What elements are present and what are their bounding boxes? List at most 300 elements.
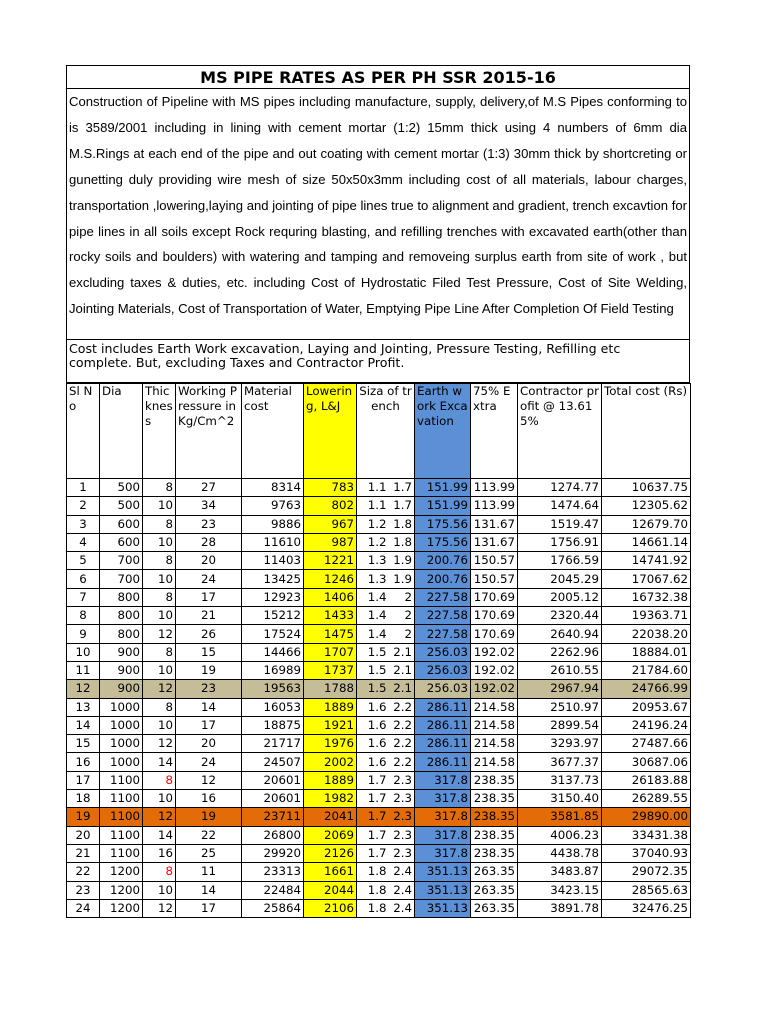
cell-trench-depth: 2	[389, 607, 415, 625]
cell-sl: 19	[67, 808, 100, 826]
header-lowering: Lowering, L&J	[304, 384, 357, 479]
table-row	[67, 479, 691, 497]
cell-sl: 13	[67, 698, 100, 716]
cell-trench-depth: 2.1	[389, 680, 415, 698]
cell-trench-width: 1.5	[357, 661, 389, 679]
cost-note: Cost includes Earth Work excavation, Laying and Jointing, Pressure Testing, Refilling etc complete. But, excluding Taxes and Contractor Profit.	[66, 339, 690, 383]
cell-thickness: 10	[143, 497, 176, 515]
table-row	[67, 625, 691, 643]
header-sl: Sl No	[67, 384, 100, 479]
cell-trench-depth: 2	[389, 588, 415, 606]
rates-table	[66, 383, 691, 918]
cell-trench-width: 1.5	[357, 643, 389, 661]
cell-thickness: 12	[143, 735, 176, 753]
cell-dia: 900	[100, 680, 143, 698]
cell-dia: 1200	[100, 881, 143, 899]
cell-lowering: 2106	[304, 899, 357, 917]
cell-pressure: 23	[176, 680, 242, 698]
cell-total: 29072.35	[602, 863, 691, 881]
cell-trench-width: 1.6	[357, 753, 389, 771]
cell-total: 30687.06	[602, 753, 691, 771]
cell-lowering: 1406	[304, 588, 357, 606]
cell-profit: 2262.96	[518, 643, 602, 661]
cell-thickness: 10	[143, 716, 176, 734]
table-row	[67, 661, 691, 679]
cell-thickness: 12	[143, 625, 176, 643]
cell-material: 24507	[242, 753, 304, 771]
cell-material: 17524	[242, 625, 304, 643]
cell-trench-width: 1.7	[357, 826, 389, 844]
cell-trench-depth: 1.8	[389, 515, 415, 533]
cell-pressure: 22	[176, 826, 242, 844]
cell-earth: 200.76	[415, 552, 471, 570]
cell-thickness: 10	[143, 790, 176, 808]
cell-earth: 227.58	[415, 607, 471, 625]
cell-thickness: 8	[143, 643, 176, 661]
cell-extra: 238.35	[471, 844, 518, 862]
cell-material: 23711	[242, 808, 304, 826]
header-pressure: Working Pressure in Kg/Cm^2	[176, 384, 242, 479]
cell-pressure: 14	[176, 698, 242, 716]
cell-profit: 2320.44	[518, 607, 602, 625]
cell-trench-width: 1.4	[357, 625, 389, 643]
cell-sl: 22	[67, 863, 100, 881]
cell-sl: 10	[67, 643, 100, 661]
cell-material: 26800	[242, 826, 304, 844]
cell-profit: 3293.97	[518, 735, 602, 753]
cell-extra: 192.02	[471, 661, 518, 679]
cell-dia: 800	[100, 607, 143, 625]
cell-sl: 5	[67, 552, 100, 570]
table-row	[67, 570, 691, 588]
cell-total: 19363.71	[602, 607, 691, 625]
cell-lowering: 1889	[304, 698, 357, 716]
cell-trench-width: 1.6	[357, 735, 389, 753]
cell-trench-width: 1.3	[357, 552, 389, 570]
cell-earth: 151.99	[415, 479, 471, 497]
cell-sl: 21	[67, 844, 100, 862]
cell-total: 22038.20	[602, 625, 691, 643]
table-row	[67, 716, 691, 734]
cell-sl: 4	[67, 533, 100, 551]
cell-material: 8314	[242, 479, 304, 497]
cell-trench-depth: 2.4	[389, 881, 415, 899]
cell-extra: 150.57	[471, 552, 518, 570]
cell-thickness: 10	[143, 607, 176, 625]
cell-trench-width: 1.4	[357, 588, 389, 606]
cell-sl: 8	[67, 607, 100, 625]
cell-lowering: 1707	[304, 643, 357, 661]
header-total: Total cost (Rs)	[602, 384, 691, 479]
cell-dia: 1000	[100, 698, 143, 716]
cell-trench-depth: 1.7	[389, 479, 415, 497]
cell-thickness: 8	[143, 698, 176, 716]
cell-material: 23313	[242, 863, 304, 881]
cell-dia: 1200	[100, 899, 143, 917]
cell-dia: 1000	[100, 735, 143, 753]
cell-lowering: 2126	[304, 844, 357, 862]
cell-sl: 7	[67, 588, 100, 606]
cell-pressure: 24	[176, 570, 242, 588]
table-row	[67, 899, 691, 917]
table-row	[67, 844, 691, 862]
cell-earth: 256.03	[415, 661, 471, 679]
cell-trench-width: 1.2	[357, 515, 389, 533]
cell-earth: 200.76	[415, 570, 471, 588]
cell-trench-depth: 2.2	[389, 753, 415, 771]
cell-earth: 317.8	[415, 808, 471, 826]
cell-profit: 1474.64	[518, 497, 602, 515]
cell-trench-depth: 2.1	[389, 661, 415, 679]
cell-extra: 238.35	[471, 826, 518, 844]
cell-total: 33431.38	[602, 826, 691, 844]
cell-total: 14661.14	[602, 533, 691, 551]
cell-total: 17067.62	[602, 570, 691, 588]
table-header-row	[67, 384, 691, 479]
cell-trench-depth: 1.8	[389, 533, 415, 551]
cell-sl: 17	[67, 771, 100, 789]
table-row	[67, 607, 691, 625]
cell-trench-depth: 1.9	[389, 552, 415, 570]
table-row	[67, 497, 691, 515]
table-row	[67, 552, 691, 570]
cell-earth: 317.8	[415, 771, 471, 789]
work-description: Construction of Pipeline with MS pipes including manufacture, supply, delivery,of M.S Pipes conforming to is 3589/2001 including in lining with cement mortar (1:2) 15mm thick using 4 numbers of 6mm dia M.S.Rings at each end of the pipe and out coating with cement mortar (1:3) 30mm thick by shortcreting or gunetting duly providing wire mesh of size 50x50x3mm including cost of all materials, labour charges, transportation ,lowering,laying and jointing of pipe lines true to alignment and gradient, trench excavtion for pipe lines in all soils except Rock requring blasting, and refilling trenches with excavated earth(other than rocky soils and boulders) with watering and tamping and removeing surplus earth from site of work , but excluding taxes & duties, etc. including Cost of Hydrostatic Filed Test Pressure, Cost of Site Welding, Jointing Materials, Cost of Transportation of Water, Emptying Pipe Line After Completion Of Field Testing	[66, 89, 690, 339]
cell-material: 25864	[242, 899, 304, 917]
cell-pressure: 24	[176, 753, 242, 771]
cell-profit: 2967.94	[518, 680, 602, 698]
cell-extra: 131.67	[471, 515, 518, 533]
cell-lowering: 802	[304, 497, 357, 515]
cell-lowering: 1982	[304, 790, 357, 808]
cell-profit: 2045.29	[518, 570, 602, 588]
cell-sl: 14	[67, 716, 100, 734]
cell-earth: 256.03	[415, 643, 471, 661]
cell-lowering: 783	[304, 479, 357, 497]
cell-lowering: 1433	[304, 607, 357, 625]
cell-lowering: 1475	[304, 625, 357, 643]
cell-extra: 238.35	[471, 790, 518, 808]
cell-material: 11610	[242, 533, 304, 551]
cell-pressure: 12	[176, 771, 242, 789]
table-row	[67, 753, 691, 771]
cell-pressure: 28	[176, 533, 242, 551]
cell-trench-width: 1.2	[357, 533, 389, 551]
cell-trench-depth: 2.3	[389, 790, 415, 808]
cell-extra: 214.58	[471, 735, 518, 753]
cell-dia: 500	[100, 479, 143, 497]
cell-trench-depth: 2.3	[389, 826, 415, 844]
cell-earth: 227.58	[415, 625, 471, 643]
cell-trench-depth: 2.2	[389, 698, 415, 716]
cell-pressure: 27	[176, 479, 242, 497]
cell-profit: 3150.40	[518, 790, 602, 808]
cell-pressure: 17	[176, 899, 242, 917]
cell-material: 13425	[242, 570, 304, 588]
cell-trench-depth: 2.3	[389, 771, 415, 789]
cell-thickness: 12	[143, 808, 176, 826]
cell-trench-width: 1.8	[357, 899, 389, 917]
cell-dia: 1100	[100, 844, 143, 862]
cell-thickness: 14	[143, 826, 176, 844]
cell-thickness: 8	[143, 863, 176, 881]
cell-earth: 286.11	[415, 716, 471, 734]
table-row	[67, 771, 691, 789]
cell-extra: 150.57	[471, 570, 518, 588]
header-earth: Earth work Excavation	[415, 384, 471, 479]
cell-earth: 351.13	[415, 881, 471, 899]
cell-pressure: 23	[176, 515, 242, 533]
header-profit: Contractor profit @ 13.615%	[518, 384, 602, 479]
cell-profit: 2610.55	[518, 661, 602, 679]
cell-lowering: 967	[304, 515, 357, 533]
cell-lowering: 2041	[304, 808, 357, 826]
cell-total: 24766.99	[602, 680, 691, 698]
cell-trench-depth: 1.9	[389, 570, 415, 588]
cell-earth: 317.8	[415, 790, 471, 808]
cell-trench-depth: 2.2	[389, 716, 415, 734]
cell-material: 9886	[242, 515, 304, 533]
cell-thickness: 12	[143, 680, 176, 698]
cell-dia: 1200	[100, 863, 143, 881]
cell-trench-width: 1.6	[357, 698, 389, 716]
cell-extra: 170.69	[471, 607, 518, 625]
cell-total: 18884.01	[602, 643, 691, 661]
cell-profit: 3677.37	[518, 753, 602, 771]
cell-thickness: 8	[143, 588, 176, 606]
cell-material: 12923	[242, 588, 304, 606]
cell-total: 10637.75	[602, 479, 691, 497]
cell-thickness: 8	[143, 552, 176, 570]
cell-earth: 286.11	[415, 753, 471, 771]
table-row	[67, 515, 691, 533]
cell-trench-width: 1.3	[357, 570, 389, 588]
table-row	[67, 735, 691, 753]
cell-pressure: 19	[176, 661, 242, 679]
cell-pressure: 11	[176, 863, 242, 881]
cell-earth: 227.58	[415, 588, 471, 606]
cell-trench-depth: 2.1	[389, 643, 415, 661]
cell-lowering: 1921	[304, 716, 357, 734]
cell-dia: 1100	[100, 826, 143, 844]
cell-thickness: 10	[143, 881, 176, 899]
cell-thickness: 10	[143, 570, 176, 588]
cell-material: 20601	[242, 790, 304, 808]
cell-profit: 1274.77	[518, 479, 602, 497]
cell-pressure: 25	[176, 844, 242, 862]
cell-dia: 800	[100, 588, 143, 606]
table-row	[67, 826, 691, 844]
cell-profit: 2510.97	[518, 698, 602, 716]
cell-pressure: 19	[176, 808, 242, 826]
cell-earth: 351.13	[415, 863, 471, 881]
cell-total: 37040.93	[602, 844, 691, 862]
cell-lowering: 1788	[304, 680, 357, 698]
table-row	[67, 881, 691, 899]
cell-total: 24196.24	[602, 716, 691, 734]
cell-profit: 3423.15	[518, 881, 602, 899]
cell-trench-width: 1.4	[357, 607, 389, 625]
cell-material: 14466	[242, 643, 304, 661]
cell-material: 18875	[242, 716, 304, 734]
cell-dia: 500	[100, 497, 143, 515]
cell-trench-depth: 1.7	[389, 497, 415, 515]
page-title: MS PIPE RATES AS PER PH SSR 2015-16	[66, 65, 690, 89]
cell-pressure: 20	[176, 735, 242, 753]
cell-thickness: 16	[143, 844, 176, 862]
cell-profit: 2005.12	[518, 588, 602, 606]
cell-thickness: 10	[143, 661, 176, 679]
cell-extra: 170.69	[471, 588, 518, 606]
cell-trench-depth: 2.3	[389, 844, 415, 862]
cell-material: 9763	[242, 497, 304, 515]
cell-sl: 24	[67, 899, 100, 917]
cell-extra: 238.35	[471, 771, 518, 789]
cell-dia: 600	[100, 533, 143, 551]
cell-dia: 1100	[100, 790, 143, 808]
cell-lowering: 2069	[304, 826, 357, 844]
cell-total: 20953.67	[602, 698, 691, 716]
cell-sl: 1	[67, 479, 100, 497]
cell-pressure: 17	[176, 588, 242, 606]
cell-total: 27487.66	[602, 735, 691, 753]
cell-extra: 131.67	[471, 533, 518, 551]
cell-profit: 4438.78	[518, 844, 602, 862]
cell-trench-width: 1.7	[357, 808, 389, 826]
cell-profit: 1766.59	[518, 552, 602, 570]
cell-extra: 113.99	[471, 479, 518, 497]
cell-dia: 900	[100, 661, 143, 679]
cell-lowering: 987	[304, 533, 357, 551]
cell-profit: 3483.87	[518, 863, 602, 881]
cell-material: 15212	[242, 607, 304, 625]
cell-sl: 12	[67, 680, 100, 698]
cell-earth: 286.11	[415, 735, 471, 753]
cell-sl: 9	[67, 625, 100, 643]
cell-extra: 214.58	[471, 753, 518, 771]
cell-thickness: 8	[143, 771, 176, 789]
cell-thickness: 8	[143, 515, 176, 533]
cell-sl: 20	[67, 826, 100, 844]
cell-pressure: 15	[176, 643, 242, 661]
cell-dia: 1000	[100, 716, 143, 734]
cell-earth: 256.03	[415, 680, 471, 698]
header-thickness: Thicknes s	[143, 384, 176, 479]
cell-earth: 175.56	[415, 533, 471, 551]
cell-sl: 6	[67, 570, 100, 588]
cell-earth: 175.56	[415, 515, 471, 533]
cell-lowering: 1221	[304, 552, 357, 570]
header-dia: Dia	[100, 384, 143, 479]
cell-lowering: 2044	[304, 881, 357, 899]
cell-profit: 3137.73	[518, 771, 602, 789]
cell-dia: 700	[100, 570, 143, 588]
cell-sl: 15	[67, 735, 100, 753]
cell-thickness: 8	[143, 479, 176, 497]
cell-dia: 600	[100, 515, 143, 533]
cell-thickness: 12	[143, 899, 176, 917]
cell-dia: 900	[100, 643, 143, 661]
cell-total: 16732.38	[602, 588, 691, 606]
cell-trench-width: 1.8	[357, 863, 389, 881]
cell-trench-depth: 2.4	[389, 899, 415, 917]
cell-trench-width: 1.7	[357, 771, 389, 789]
cell-pressure: 26	[176, 625, 242, 643]
cell-material: 16989	[242, 661, 304, 679]
cell-total: 32476.25	[602, 899, 691, 917]
cell-lowering: 1661	[304, 863, 357, 881]
cell-total: 26289.55	[602, 790, 691, 808]
cell-total: 28565.63	[602, 881, 691, 899]
cell-trench-width: 1.1	[357, 497, 389, 515]
cell-extra: 263.35	[471, 863, 518, 881]
table-row	[67, 680, 691, 698]
cell-trench-width: 1.5	[357, 680, 389, 698]
table-row	[67, 588, 691, 606]
cell-extra: 170.69	[471, 625, 518, 643]
table-row	[67, 863, 691, 881]
cell-earth: 286.11	[415, 698, 471, 716]
cell-trench-depth: 2.4	[389, 863, 415, 881]
cell-total: 14741.92	[602, 552, 691, 570]
cell-total: 12679.70	[602, 515, 691, 533]
cell-lowering: 1246	[304, 570, 357, 588]
cell-lowering: 2002	[304, 753, 357, 771]
cell-material: 20601	[242, 771, 304, 789]
cell-extra: 214.58	[471, 716, 518, 734]
cell-profit: 3891.78	[518, 899, 602, 917]
table-row	[67, 790, 691, 808]
cell-total: 21784.60	[602, 661, 691, 679]
cell-lowering: 1889	[304, 771, 357, 789]
cell-pressure: 21	[176, 607, 242, 625]
header-trench: Siza of trench	[357, 384, 415, 479]
cell-dia: 1100	[100, 808, 143, 826]
cell-lowering: 1737	[304, 661, 357, 679]
cell-total: 29890.00	[602, 808, 691, 826]
cell-pressure: 17	[176, 716, 242, 734]
cell-extra: 214.58	[471, 698, 518, 716]
cell-total: 26183.88	[602, 771, 691, 789]
cell-extra: 263.35	[471, 899, 518, 917]
rate-sheet	[66, 65, 690, 918]
cell-material: 16053	[242, 698, 304, 716]
cell-extra: 263.35	[471, 881, 518, 899]
cell-material: 22484	[242, 881, 304, 899]
cell-profit: 3581.85	[518, 808, 602, 826]
cell-material: 29920	[242, 844, 304, 862]
cell-dia: 700	[100, 552, 143, 570]
cell-profit: 2899.54	[518, 716, 602, 734]
cell-profit: 4006.23	[518, 826, 602, 844]
cell-trench-width: 1.8	[357, 881, 389, 899]
cell-trench-width: 1.6	[357, 716, 389, 734]
cell-extra: 113.99	[471, 497, 518, 515]
cell-dia: 1000	[100, 753, 143, 771]
table-row	[67, 808, 691, 826]
cell-trench-width: 1.1	[357, 479, 389, 497]
header-extra: 75% Extra	[471, 384, 518, 479]
cell-profit: 1756.91	[518, 533, 602, 551]
cell-earth: 317.8	[415, 844, 471, 862]
cell-thickness: 10	[143, 533, 176, 551]
cell-profit: 1519.47	[518, 515, 602, 533]
cell-dia: 800	[100, 625, 143, 643]
table-body	[67, 479, 691, 918]
cell-profit: 2640.94	[518, 625, 602, 643]
cell-trench-width: 1.7	[357, 844, 389, 862]
cell-pressure: 16	[176, 790, 242, 808]
